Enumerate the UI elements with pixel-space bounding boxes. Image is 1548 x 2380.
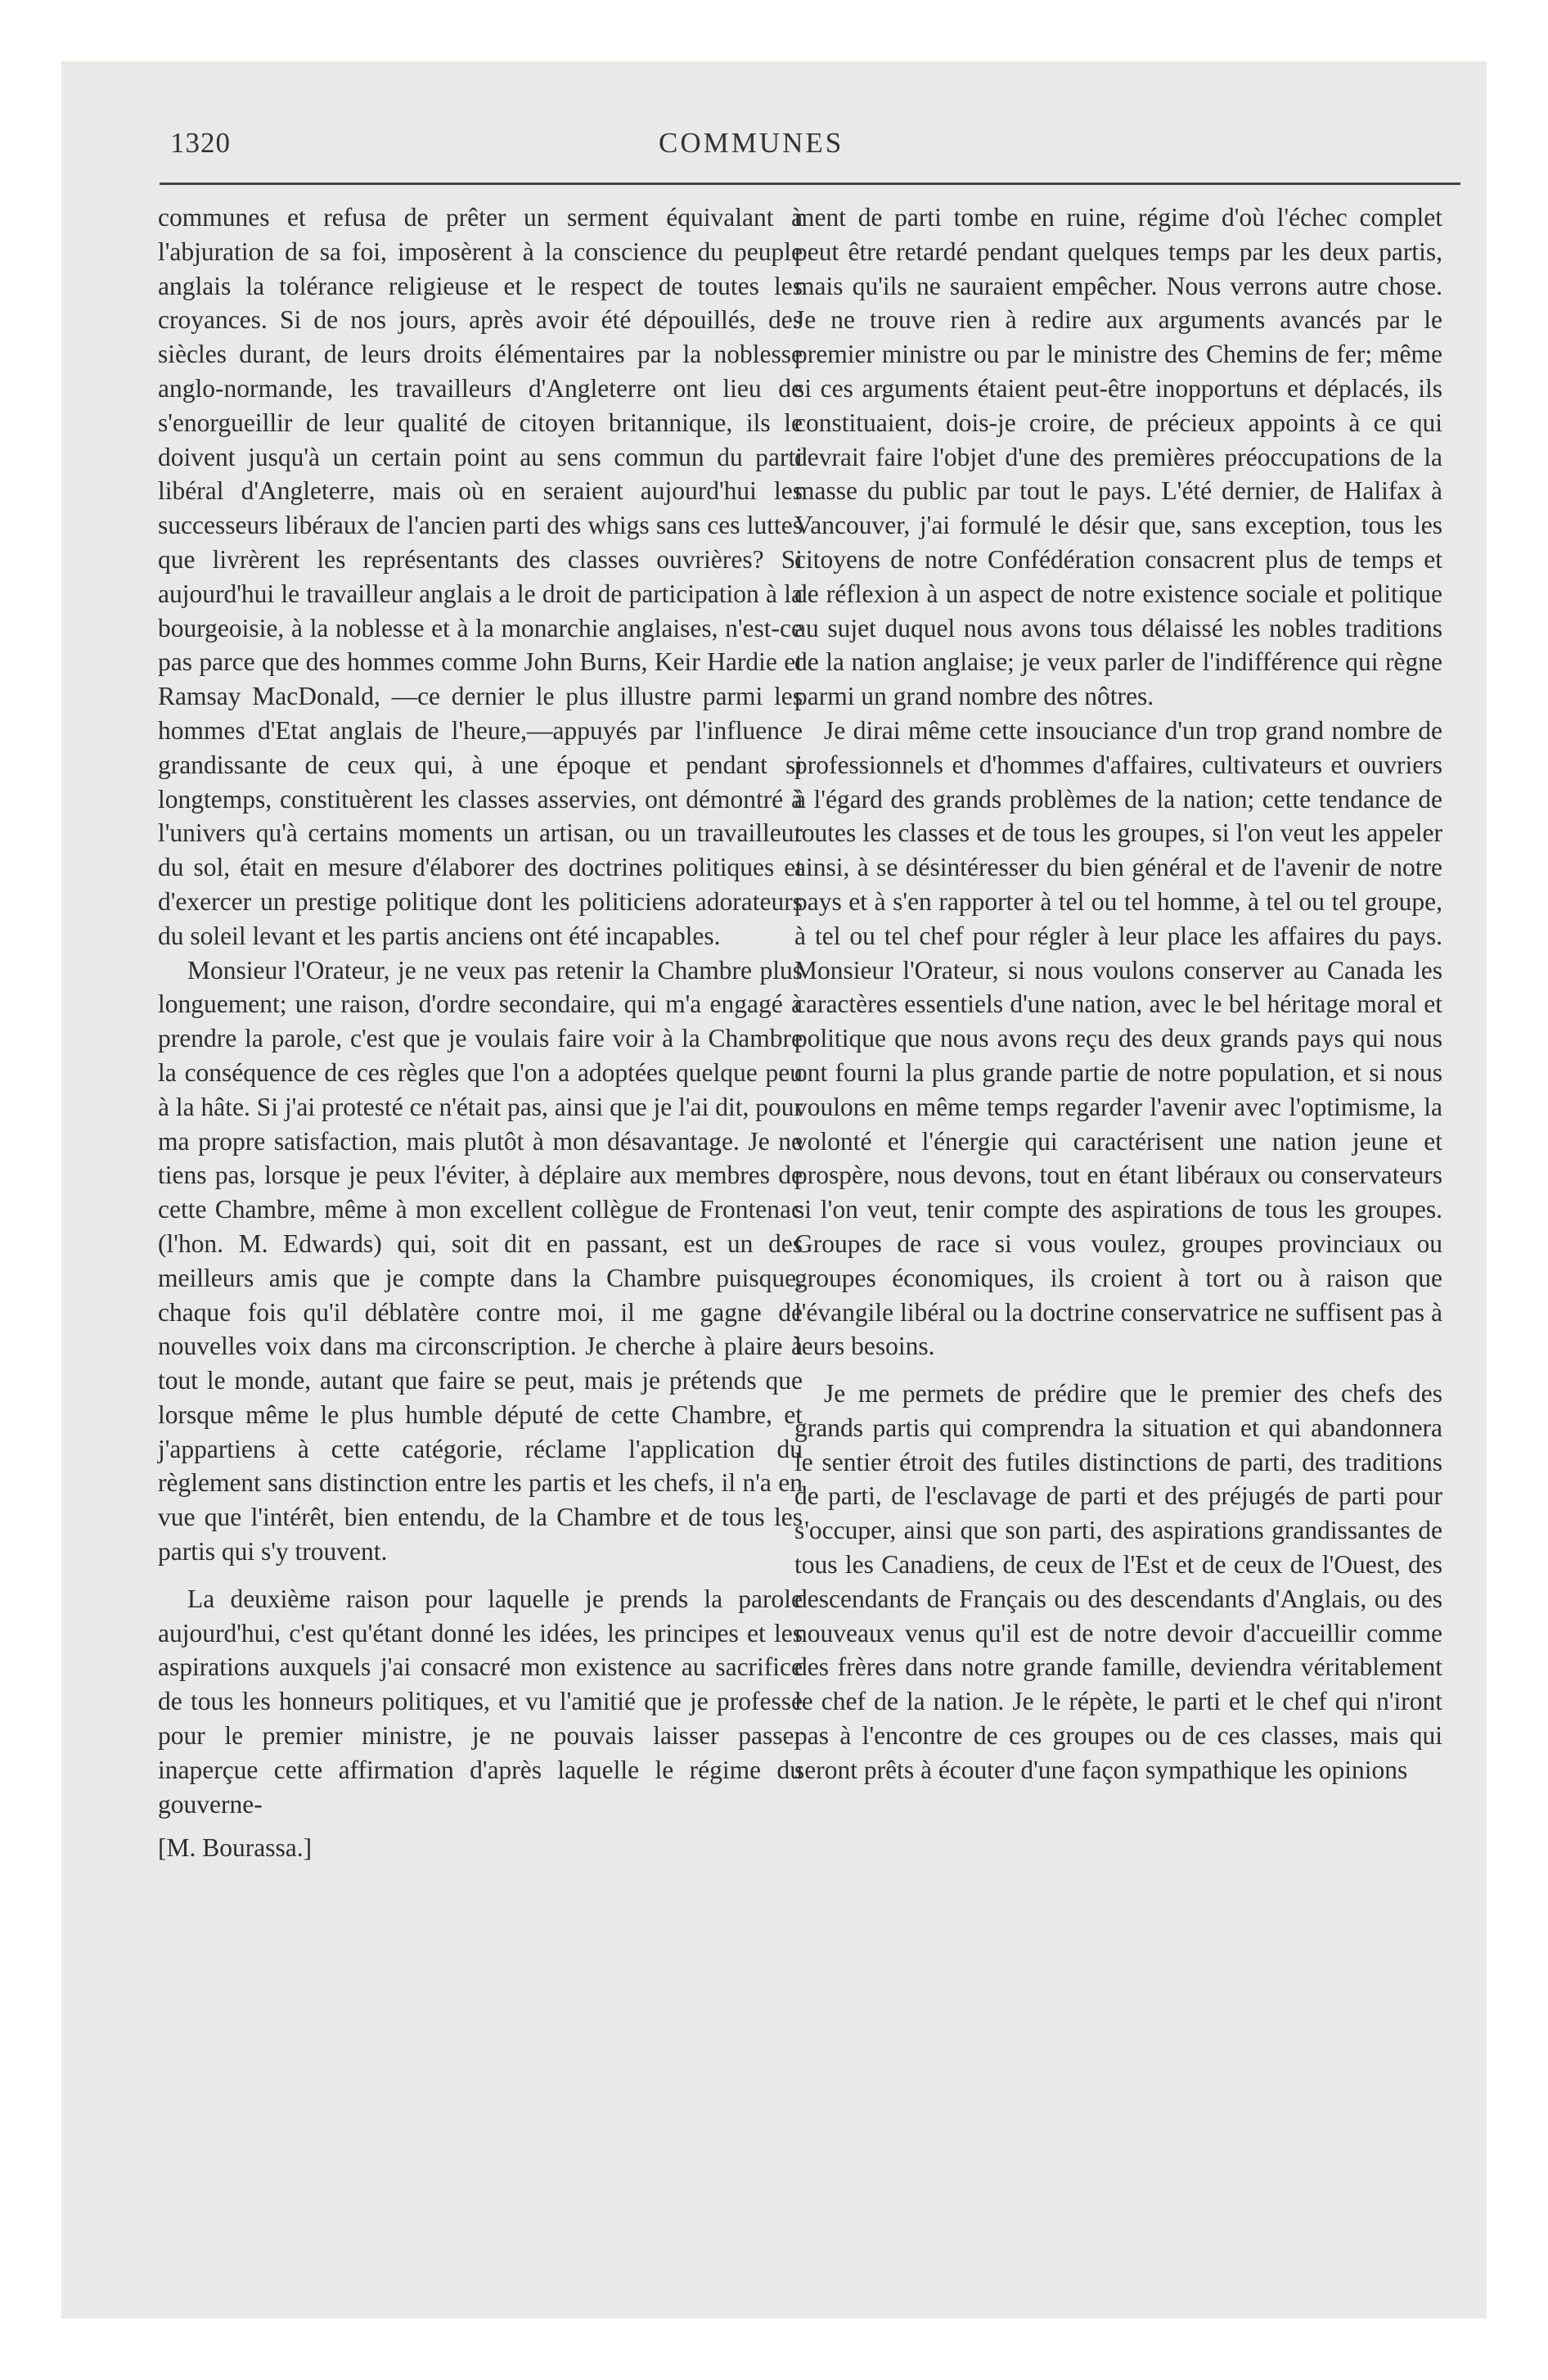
paragraph: Je me permets de prédire que le premier des chefs des grands partis qui comprendra la situation et qui abandonnera le sentier étroit des futiles distinctions de parti, des traditions de parti, de l'esclavage de parti et des préjugés de parti pour s'occuper, ainsi que son parti, des aspirations grandissantes de tous les Canadiens, de ceux de l'Est et de ceux de l'Ouest, des descendants de Français ou des descendants d'Anglais, ou des nouveaux venus qu'il est de notre devoir d'accueillir comme des frères dans notre grande famille, deviendra véritablement le chef de la nation. Je le répète, le parti et le chef qui n'iront pas à l'encontre de ces groupes ou de ces classes, mais qui seront prêts à écouter d'une façon sympathique les opinions [794,1379,1442,1784]
paragraph: ment de parti tombe en ruine, régime d'où l'échec complet peut être retardé pendant quelques temps par les deux partis, mais qu'ils ne sauraient empêcher. Nous verrons autre chose. Je ne trouve rien à redire aux arguments avancés par le premier ministre ou par le ministre des Chemins de fer; même si ces arguments étaient peut-être inopportuns et déplacés, ils constituaient, dois-je croire, de précieux appoints à ce qui devrait faire l'objet d'une des premières préoccupations de la masse du public par tout le pays. L'été dernier, de Halifax à Vancouver, j'ai formulé le désir que, sans exception, tous les citoyens de notre Confédération consacrent plus de temps et de réflexion à un aspect de notre existence sociale et politique au sujet duquel nous avons tous délaissé les nobles traditions de la nation anglaise; je veux parler de l'indifférence qui règne parmi un grand nombre des nôtres. [794,203,1442,711]
left-column [158,201,803,1865]
paragraph: communes et refusa de prêter un serment équivalant à l'abjuration de sa foi, imposèrent à la conscience du peuple anglais la tolérance religieuse et le respect de toutes les croyances. Si de nos jours, après avoir été dépouillés, des siècles durant, de leurs droits élémentaires par la noblesse anglo-normande, les travailleurs d'Angleterre ont lieu de s'enorgueillir de leur qualité de citoyen britannique, ils le doivent jusqu'à un certain point au sens commun du parti libéral d'Angleterre, mais où en seraient aujourd'hui les successeurs libéraux de l'ancien parti des whigs sans ces luttes que livrèrent les représentants des classes ouvrières? Si aujourd'hui le travailleur anglais a le droit de participation à la bourgeoisie, à la noblesse et à la monarchie anglaises, n'est-ce pas parce que des hommes comme John Burns, Keir Hardie et Ramsay MacDonald, —ce dernier le plus illustre parmi les hommes d'Etat anglais de l'heure,—appuyés par l'influence grandissante de ceux qui, à une époque et pendant si longtemps, constituèrent les classes asservies, ont démontré à l'univers qu'à certains moments un artisan, ou un travailleur du sol, était en mesure d'élaborer des doctrines politiques et d'exercer un prestige politique dont les politiciens adorateurs du soleil levant et les partis anciens ont été incapables. [158,203,803,950]
paragraph: La deuxième raison pour laquelle je prends la parole aujourd'hui, c'est qu'étant donné les idées, les principes et les aspirations auxquels j'ai consacré mon existence au sacrifice de tous les honneurs politiques, et vu l'amitié que je professe pour le premier ministre, je ne pouvais laisser passer inaperçue cette affirmation d'après laquelle le régime du gouverne- [158,1584,803,1819]
speaker-attribution: [M. Bourassa.] [158,1833,313,1863]
document-page [61,61,1487,2319]
page-header [61,61,1487,192]
header-rule [160,183,1460,185]
right-column [794,201,1442,1787]
running-title: COMMUNES [659,127,844,159]
paragraph: Je dirai même cette insouciance d'un trop grand nombre de professionnels et d'hommes d'affaires, cultivateurs et ouvriers à l'égard des grands problèmes de la nation; cette tendance de toutes les classes et de tous les groupes, si l'on veut les appeler ainsi, à se désintéresser du bien général et de l'avenir de notre pays et à s'en rapporter à tel ou tel homme, à tel ou tel groupe, à tel ou tel chef pour régler à leur place les affaires du pays. Monsieur l'Orateur, si nous voulons conserver au Canada les caractères essentiels d'une nation, avec le bel héritage moral et politique que nous avons reçu des deux grands pays qui nous ont fourni la plus grande partie de notre population, et si nous voulons en même temps regarder l'avenir avec l'optimisme, la volonté et l'énergie qui caractérisent une nation jeune et prospère, nous devons, tout en étant libéraux ou conservateurs si l'on veut, tenir compte des aspirations de tous les groupes. Groupes de race si vous voulez, groupes provinciaux ou groupes économiques, ils croient à tort ou à raison que l'évangile libéral ou la doctrine conservatrice ne suffisent pas à leurs besoins. [794,715,1442,1361]
page-number: 1320 [170,127,231,159]
paragraph: Monsieur l'Orateur, je ne veux pas retenir la Chambre plus longuement; une raison, d'ordre secondaire, qui m'a engagé à prendre la parole, c'est que je voulais faire voir à la Chambre la conséquence de ces règles que l'on a adoptées quelque peu à la hâte. Si j'ai protesté ce n'était pas, ainsi que je l'ai dit, pour ma propre satisfaction, mais plutôt à mon désavantage. Je ne tiens pas, lorsque je peux l'éviter, à déplaire aux membres de cette Chambre, même à mon excellent collègue de Frontenac (l'hon. M. Edwards) qui, soit dit en passant, est un des meilleurs amis que je compte dans la Chambre puisque, chaque fois qu'il déblatère contre moi, il me gagne de nouvelles voix dans ma circonscription. Je cherche à plaire à tout le monde, autant que faire se peut, mais je prétends que lorsque même le plus humble député de cette Chambre, et j'appartiens à cette catégorie, réclame l'application du règlement sans distinction entre les partis et les chefs, il n'a en vue que l'intérêt, bien entendu, de la Chambre et de tous les partis qui s'y trouvent. [158,955,803,1566]
